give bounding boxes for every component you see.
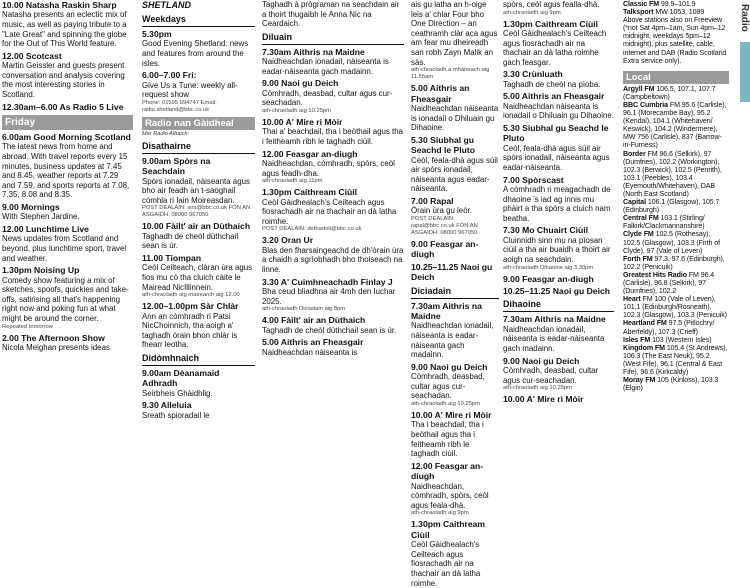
programme-title: 5.00 Aithris an Fheasgair (411, 83, 470, 104)
programme-meta: ath-chraoladh aig 9pm (411, 510, 469, 517)
programme-description: Ceòl, feala-dhà agus sùil air spòrs ionadail, nàiseanta agus eadar-nàiseanta. (503, 143, 610, 172)
station-entry (623, 150, 729, 199)
programme-description: Good Evening Shetland: news and features from around the isles. (142, 39, 249, 68)
programme-title: 12.00–1.00pm Sàr Chlàr (142, 301, 239, 312)
programme-description: Cluinnidh sinn mu na pìosan ciùil a tha air buaidh a thoirt air aoigh na seachdain. (503, 235, 611, 264)
station-entry-frequencies: FM 96.6 (Selkirk), 97 (Dumfries), 102.2 (Workington), 102.3 (Berwick), 102.5 (Penrith), 103.1 (Peebles), 103.4 (Eyemouth/Whitehaven), DAB (North East Scotland) (623, 149, 722, 198)
programme-title: 1.30pm Caithream Ciùil (503, 18, 599, 29)
programme-description: Còmhradh, deasbad, cultar agus cur-seachadan. (503, 365, 599, 385)
station-entry-name: Argyll FM (623, 84, 655, 93)
station-entry-name: Isles FM (623, 335, 651, 344)
programme-description: News updates from Scotland and beyond, plus lunchtime sport, travel and weather. (2, 234, 127, 263)
station-entry-frequencies: FM 95.6 (Carlisle), 96.1 (Morecambe Bay), 95.2 (Kendal), 104.1 (Whitehaven/ Keswick), 104.2 (Windermere), MW 756 (Carlisle), 837 (Barrow-in-Furness) (623, 100, 727, 150)
programme-title: 7.00 Rapal (411, 195, 454, 206)
programme-title: 9.00 Naoi gu Deich (262, 78, 339, 89)
programme-description: ais gu latha an h-oige leis a' chlar Four bho One Direction – an ceathramh clàr aca agus am fear mu dheireadh san robh Zayn Malik an sàs. (411, 0, 498, 67)
station-entry-name: Talksport (623, 8, 654, 17)
programme-title: 5.00 Aithris an Fheasgair (262, 337, 364, 348)
programme-meta: POST DEALAIN: rapal@bbc.co.uk FÒN AN ASGAIDH: 08000 967050 (411, 215, 478, 236)
listings-column-5 (503, 0, 614, 421)
programme-description: Ceòl, feala-dhà agus sùil air spòrs ionadail, nàiseanta agus eadar-nàiseanta. (411, 155, 498, 194)
programme-title: 6.00–7.00 Fri: (142, 70, 197, 81)
station-entry-frequencies: 103 (Western Isles) (650, 335, 712, 344)
programme-title: 9.00am Dèanamaid Adhradh (142, 367, 220, 389)
programme-description: Ann an còmhradh ri Patsi NicChoinnich, tha aoigh a' taghadh òrain bhon chlàr is fhearr leotha. (142, 311, 238, 350)
programme-title: 7.30 Mo Chuairt Ciùil (503, 225, 588, 236)
programme-description: Naidheachdan ionadail, nàiseanta is eadar-nàiseanta gach madainn. (411, 321, 494, 360)
programme-description: Tha i beachdail, tha i beòthail agus tha i feitheamh ribh le taghadh ciùil. (411, 420, 484, 459)
programme-title: 12.00 Feasgar an-diugh (411, 460, 484, 482)
station-entry-name: Greatest Hits Radio (623, 270, 687, 279)
programme-title: 7.00 Spòrscast (503, 174, 564, 185)
station-entry (623, 255, 729, 271)
station-entry-frequencies: 103.1 (Stirling/ Falkirk/Clackmannanshire) (623, 214, 705, 231)
programme-title: 1.30pm Caithream Ciùil (411, 519, 486, 540)
programme-description: Taghadh de cheòl na pìoba. (503, 79, 601, 89)
programme-title: 5.00 Aithris an Fheasgair (503, 91, 605, 102)
station-entry-name: Central FM (623, 214, 659, 223)
programme-title: 3.30 A' Cuimhneachadh Finlay J (262, 276, 393, 287)
programme-title: 12.30am–6.00 As Radio 5 Live (2, 101, 124, 112)
station-entry (623, 319, 729, 335)
programme-meta: POST DEALAIN: dethadoil@bbc.co.uk (262, 226, 362, 233)
programme-title: 10.00 A' Mire ri Mòir (503, 394, 584, 405)
station-name: SHETLAND (142, 0, 191, 10)
section-edge-tab (738, 0, 750, 421)
station-entry (623, 0, 729, 8)
section-edge-marker (740, 42, 750, 102)
station-schedule-heading: Weekdays (142, 14, 255, 27)
programme-title: 9.00am Spòrs na Seachdain (142, 155, 211, 177)
programme-description: Taghadh de cheòl dùthchail sean is ùr. (142, 231, 239, 251)
programme-description: Naidheachdan, còmhradh, spòrs, ceòl agus feala-dhà. (411, 481, 489, 510)
station-entry (623, 336, 729, 344)
programme-description: Bha ceud bliadhna air 4mh den Iuchar 2025. (262, 286, 396, 306)
programme-title: 10.00 Fàilt' air an Dùthaich (142, 221, 251, 232)
programme-description: Còmhradh, deasbad, cultar agus cur-seachadan. (262, 88, 393, 108)
programme-title: 10.25–11.25 Naoi gu Deich (411, 261, 493, 283)
listings-column-2 (142, 0, 255, 421)
programme-title: 1.30pm Caithream Ciùil (262, 187, 358, 198)
programme-description: A còmhradh ri meagachadh de dhaoine 's iad ag innis mu phàirt a tha spòrs a cluich nam beatha. (503, 184, 611, 223)
day-heading-diciadain: Diciadain (411, 286, 499, 299)
local-heading: Local (623, 71, 729, 84)
station-entry-frequencies: FM 96.4 (Carlisle), 96.8 (Selkirk), 97 (Dumfries), 102.2 (623, 270, 715, 296)
programme-meta: ath-chraoladh a mhàireach aig 11.55am (411, 67, 490, 81)
station-entry-name: Heartland FM (623, 319, 667, 328)
station-entry-frequencies: 106.1 (Glasgow), 105.7 (Edinburgh) (623, 198, 720, 215)
station-subtitle: Mar Radio Albaich: (142, 130, 190, 137)
programme-title: 5.30 Siubhal gu Seachd le Pluto (411, 134, 475, 156)
station-entry (623, 198, 729, 214)
station-entry-frequencies: MW 1053, 1089 (653, 8, 705, 17)
station-entry-name: Border (623, 149, 646, 158)
programme-description: Comedy show featuring a mix of sketches, spoofs, quickies and take-offs, satirising all that's happening right now and poking fun at what might be around the corner. (2, 275, 129, 323)
programme-title: 9.00 Naoi gu Deich (411, 361, 488, 372)
programme-title: 5.30 Siubhal gu Seachd le Pluto (503, 122, 609, 144)
day-heading-disathairne: Disathairne (142, 141, 255, 154)
programme-meta: ath-chraoladh aig 11pm (262, 178, 323, 185)
section-edge-label: Radio (739, 4, 750, 32)
programme-description: Spòrs ionadail, nàiseanta agus bho air feadh an t-saoghail còmhla ri Iain Moireasdan. (142, 176, 250, 205)
listings-column-4 (411, 0, 499, 588)
programme-meta: POST DEALAIN: sns@bbc.co.uk FÒN AN ASGAIDH: 08000 967050 (142, 205, 251, 219)
programme-title: 11.00 Tiompan (142, 252, 202, 263)
freeview-note: Above stations also on Freeview (*not Sat 4pm–1am, Sun 4pm–12 midnight, weekdays 5pm–12 midnight), plus satellite, cable, internet and DAB (Radio Scotland Extra service only). (623, 16, 727, 65)
programme-description: spòrs, ceòl agus fealla-dhà. (503, 0, 600, 9)
programme-meta: Repeated tomorrow (2, 323, 53, 330)
day-heading-friday: Friday (2, 115, 133, 130)
column-1-top-entries (2, 0, 133, 112)
programme-title: 7.30am Aithris na Maidne (262, 46, 365, 57)
programme-title: 1.30pm Noising Up (2, 265, 80, 276)
listings-column-1 (2, 0, 133, 421)
station-entry-name: Clyde FM (623, 230, 654, 239)
programme-description: Martin Geissler and guests present conversation and analysis covering the most interesting stories in Scotland. (2, 61, 125, 99)
station-entry-name: Kingdom FM (623, 343, 665, 352)
programme-description: Ceòl Gàidhealach's Ceilteach agus fiosrachadh air na thachair an dà latha roimhe gach feasgar. (503, 29, 607, 67)
programme-title: 4.00 Fàilt' air an Dùthaich (262, 315, 366, 326)
station-entry-name: Classic FM (623, 0, 660, 8)
day-heading-dihaoine: Dihaoine (503, 299, 614, 312)
station-entry-frequencies: 97.5 (Pitlochry/ Aberfeldy), 107.3 (Crieff) (623, 319, 715, 336)
programme-title: 7.30am Aithris na Maidne (411, 300, 482, 321)
station-entry-name: Forth FM (623, 254, 653, 263)
programme-title: 10.00 A' Mire ri Mòir (411, 409, 492, 420)
station-entry (623, 376, 729, 392)
programme-description: Taghadh de cheòl dùthchail sean is ùr. (262, 325, 397, 335)
station-entry (623, 295, 729, 319)
programme-description: Naidheachdan ionadail, nàiseanta is eadar-nàiseanta gach madainn. (503, 324, 605, 353)
station-entry-name: Heart (623, 295, 641, 304)
programme-title: 7.30am Aithris na Maidne (503, 314, 606, 325)
programme-description: The latest news from home and abroad. With travel reports every 15 minutes, business updates at 7.45 and 8.45, weather reports at 7.29 and 7.59, and sports reports at 7.08, 7.35, 8.08 and 8.35. (2, 142, 130, 200)
programme-title: 9.00 Naoi gu Deich (503, 355, 580, 366)
station-entry-frequencies: FM 100 (Vale of Leven), 101.1 (Edinburgh/Rosneath), 102.3 (Glasgow), 103.3 (Penicuik) (623, 295, 727, 320)
programme-description: Natasha presents an eclectic mix of music, as well as paying tribute to a "Late Great" and spinning the globe for the Out of This World feature. (2, 10, 127, 49)
programme-description: Ceòl Ceilteach, clàran ùra agus fios mu cò tha cluich càite le Mairead NicIllinnein. (142, 263, 253, 292)
programme-title: 3.20 Oran Ur (262, 235, 314, 246)
programme-title: 9.00 Feasgar an-diugh (411, 238, 479, 260)
programme-description: Ceòl Gàidhealach's Ceilteach agus fiosrachadh air na thachair an dà latha roimhe. (262, 197, 397, 226)
programme-description: Còmhradh, deasbad, cultar agus cur-seachadan. (411, 372, 485, 401)
station-entry (623, 8, 729, 16)
station-entry (623, 344, 729, 376)
listings-column-3 (262, 0, 404, 421)
station-entry-name: BBC Cumbria (623, 100, 669, 109)
programme-description: Thai a' beachdail, tha i beòthail agus tha i feitheamh ribh le taghadh ciùil. (262, 127, 404, 146)
station-entry (623, 85, 729, 101)
programme-meta: ath-chraoladh aig mairearch aig 12.00 (142, 292, 240, 299)
programme-title: 12.00 Feasgar an-diugh (262, 148, 358, 159)
programme-title: 9.00 Mornings (2, 201, 60, 212)
programme-description: Blas den fharsaingeachd de dh'òrain ùra a chaidh a sgrìobhadh bho thoiseach na linne. (262, 245, 404, 274)
station-entry (623, 101, 729, 150)
programme-description: Naidheachdan nàiseanta is ionadail o Dhiluain gu Dihaoine. (503, 101, 614, 121)
programme-description: Naidheachdan, còmhradh, spòrs, ceòl agus feadh-dha. (262, 158, 395, 178)
listings-column-6 (623, 0, 729, 421)
programme-description: Naidheachdan ionadail, nàiseanta is eadar-nàiseanta gach madainn. (262, 57, 389, 76)
station-entry (623, 214, 729, 230)
programme-title: 10.00 Natasha Raskin Sharp (2, 0, 117, 10)
station-entry-frequencies: 106.5, 107.1, 107.7 (Campbeltown) (623, 84, 716, 101)
programme-description: Naidheachdan nàiseanta is ionadail o Dhiluain gu Dihaoine. (411, 103, 499, 133)
programme-meta: Phone: 01595 694747 Email: radio.shetland@bbc.co.uk (142, 99, 217, 113)
programme-meta: ath-chraoladh Diciadain aig 8pm (262, 306, 346, 313)
programme-meta: ath-chraoladh aig 10.25pm (411, 400, 480, 407)
programme-title: 5.30pm (142, 29, 172, 39)
programme-meta: ath-chraoladh aig 9pm (503, 9, 561, 16)
programme-meta: ath-chraoladh aig 10.25pm (262, 107, 331, 114)
programme-title: 6.00am Good Morning Scotland (2, 131, 131, 142)
day-heading-didomhnaich: Didòmhnaich (142, 353, 255, 366)
programme-title: 9.00 Feasgar an-diugh (503, 273, 594, 284)
station-entry (623, 230, 729, 254)
day-heading-diluain: Diluain (262, 32, 404, 45)
programme-title: 10.25–11.25 Naoi gu Deich (503, 285, 611, 296)
programme-description: Ceòl Gàidhealach's Ceilteach agus fiosrachadh air na thachair an dà latha roimhe. (411, 540, 481, 588)
station-entry-name: Capital (623, 198, 646, 207)
programme-description: Taghadh à prògraman na seachdain air a thoirt thugaibh le Anna Nic na Ceardaich. (262, 0, 400, 29)
station-entry-name: Moray FM (623, 376, 656, 385)
programme-description: Naidheachdan nàiseanta is (262, 347, 358, 357)
programme-title: 12.00 Lunchtime Live (2, 223, 89, 234)
station-entry (623, 271, 729, 295)
station-entry-frequencies: 102.5 (Rothesay), 102.5 (Glasgow), 103.3 (Firth of Clyde), 97 (Vale of Leven) (623, 230, 720, 255)
station-entry-frequencies: 105.4 (St Andrews), 106.3 (The East Neuk), 95.2 (West Fife), 96.1 (Central & East Fife), 96.6 (Kirkcaldy) (623, 343, 728, 377)
programme-title: 12.00 Scotcast (2, 50, 62, 61)
programme-meta: ath-chraoladh Dihaoine aig 3.30pm (503, 264, 594, 271)
station-entry-frequencies: 97.3, 97.6 (Edinburgh), 102.2 (Penicuik) (623, 254, 725, 271)
programme-description: Òrain ùra gu leòr. (411, 206, 472, 216)
programme-description: Nicola Meighan presents ideas (2, 342, 110, 352)
programme-title: 9.30 Alleluia (142, 400, 192, 411)
programme-title: 10.00 A' Mire ri Mòir (262, 116, 343, 127)
programme-description: With Stephen Jardine. (2, 212, 80, 222)
station-entry-frequencies: 99.9–101.9 (659, 0, 696, 8)
programme-title: 2.00 The Afternoon Show (2, 332, 105, 343)
programme-description: Seirbheis Ghàidhlig. (142, 388, 213, 398)
station-entry-frequencies: 105 (Kinloss), 103.3 (Elgin) (623, 376, 719, 393)
programme-meta: ath-chraoladh aig 10.25pm (503, 385, 572, 392)
programme-description: Give Us a Tune: weekly all-request show (142, 80, 238, 100)
programme-title: 3.30 Crùnluath (503, 69, 563, 80)
station-banner-radio-nan-gaidheal: Radio nan Gàidheal (142, 117, 255, 130)
programme-description: Sreath spioradail le (142, 410, 210, 420)
